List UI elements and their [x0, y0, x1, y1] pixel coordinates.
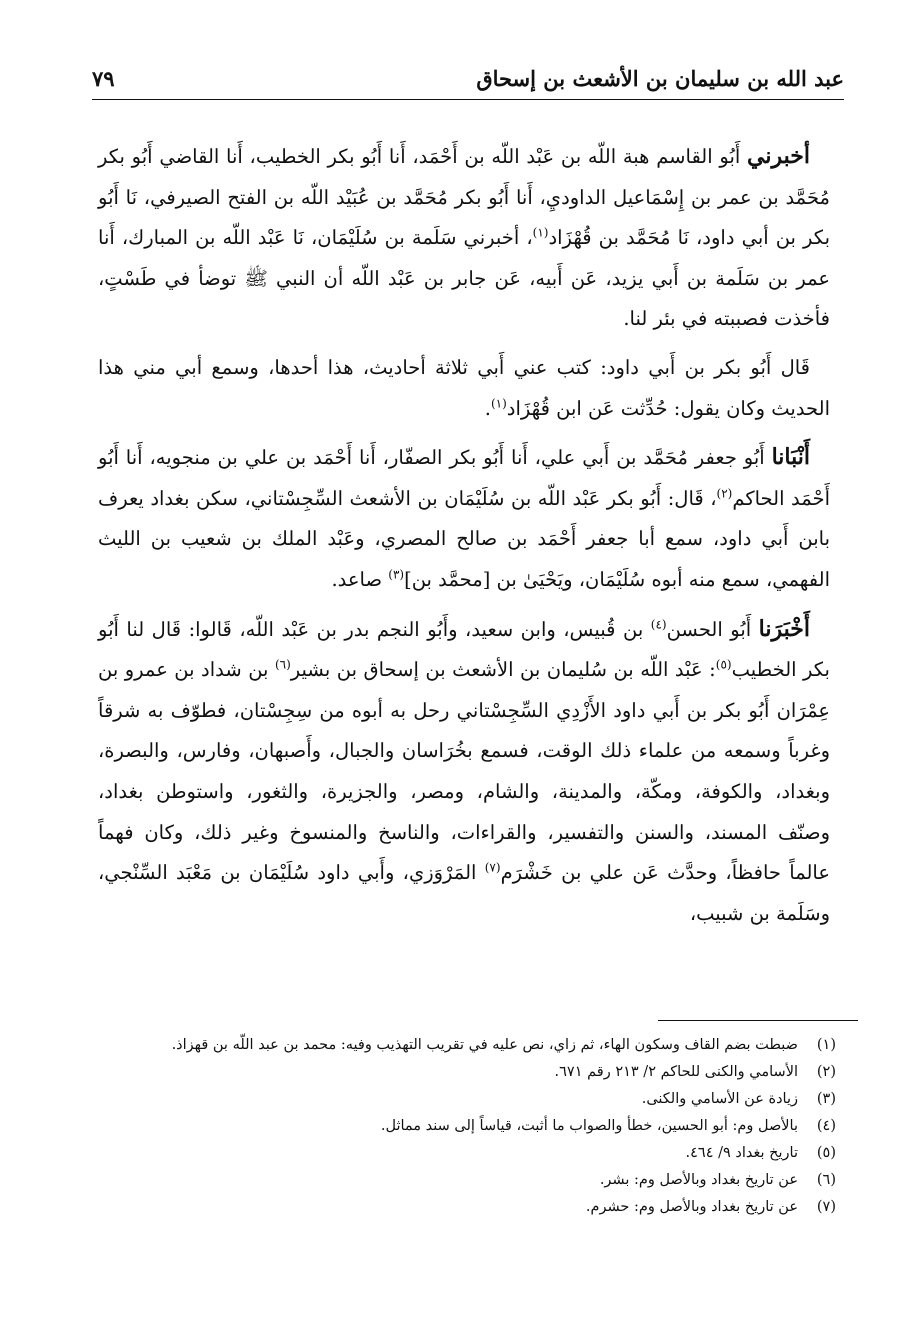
paragraph — [98, 437, 830, 600]
paragraph-text: ، أخبرني سَلَمة بن سُلَيْمَان، نَا عَبْد اللّه بن المبارك، أَنا عمر بن سَلَمة بن أَبي يزيد، عَن أَبيه، عَن جابر بن عَبْد اللّه أن النبي ﷺ توضأ في طَسْتٍ، فأخذت فصببته في بئر لنا. — [98, 226, 830, 331]
paragraph-lead-word: أخبرني — [747, 143, 810, 169]
paragraph-text: أَبُو القاسم هبة اللّه بن عَبْد اللّه بن أَحْمَد، أَنا أَبُو بكر الخطيب، أَنا القاضي أَبُو بكر مُحَمَّد بن عمر بن إِسْمَاعيل الداوديِ، أَنا أَبُو بكر مُحَمَّد بن عُبَيْد اللّه بن الفتح الصيرفي، نَا أَبُو بكر بن أبي داود، نَا مُحَمَّد بن قُهْزَاد — [98, 145, 830, 250]
footnote-number: (١) — [816, 1037, 836, 1053]
main-text — [98, 136, 830, 942]
footnote-text: الأسامي والكنى للحاكم ٢/ ٢١٣ رقم ٦٧١. — [554, 1064, 798, 1080]
footnote-text: تاريخ بغداد ٩/ ٤٦٤. — [685, 1145, 798, 1161]
footnote-text: عن تاريخ بغداد وبالأصل وم: حشرم. — [585, 1199, 798, 1215]
footnote-number: (٦) — [816, 1172, 836, 1188]
footnote — [100, 1059, 836, 1086]
footnote-marker: (٣) — [388, 567, 405, 582]
footnote-text: بالأصل وم: أبو الحسين، خطأ والصواب ما أثبت، قياساً إلى سند مماثل. — [380, 1118, 798, 1134]
footnote-number: (٣) — [816, 1091, 836, 1107]
paragraph-text: المَرْوَزي، وأَبي داود سُلَيْمَان بن مَعْبَد السِّنْجي، وسَلَمة بن شبيب، — [98, 861, 830, 925]
running-title: عبد الله بن سليمان بن الأشعث بن إسحاق — [476, 66, 844, 91]
footnote-number: (٢) — [816, 1064, 836, 1080]
footnote-marker: (٥) — [715, 657, 732, 672]
header-rule — [92, 99, 844, 100]
page-number: ٧٩ — [92, 66, 115, 91]
paragraph-text: أَبُو الحسن — [666, 617, 759, 641]
footnote — [100, 1113, 836, 1140]
footnote-text: زيادة عن الأسامي والكنى. — [641, 1091, 798, 1107]
paragraph — [98, 348, 830, 429]
footnotes — [100, 1032, 836, 1221]
footnote-marker: (٦) — [274, 657, 291, 672]
paragraph-text: ، قَال: أَبُو بكر عَبْد اللّه بن سُلَيْمَان بن الأشعث السِّجِسْتاني، سكن بغداد يعرف بابن أَبي داود، سمع أبا جعفر أَحْمَد بن صالح المصري، وعَبْد الملك بن شعيب بن الليث الفهمي، سمع منه أبوه سُلَيْمَان، ويَحْيَىٰ بن [محمَّد بن] — [98, 486, 830, 591]
paragraph-text: بن قُبيس، وابن سعيد، وأَبُو النجم بدر بن عَبْد اللّه، قَالوا: قَال لنا أَبُو بكر الخطيب — [98, 617, 830, 682]
footnote-number: (٧) — [816, 1199, 836, 1215]
footnote-marker: (٢) — [716, 486, 733, 501]
footnote — [100, 1140, 836, 1167]
paragraph — [98, 136, 830, 340]
footnote-marker: (٤) — [650, 617, 667, 632]
paragraph-text: صاعد. — [331, 567, 389, 591]
paragraph-text: بن شداد بن عمرو بن عِمْرَان أَبُو بكر بن أَبي داود الأَزْدِي السِّجِسْتاني رحل به أبوه من سِجِسْتان، فطوّف به شرقاً وغرباً وسمعه من علماء ذلك الوقت، فسمع بخُرَاسان والجبال، وأَصبهان، وفارس، والبصرة، وبغداد، والكوفة، ومكّة، والمدينة، والشام، ومصر، والجزيرة، والثغور، واستوطن بغداد، وصنّف المسند، والسنن والتفسير، والقراءات، والناسخ والمنسوخ وغير ذلك، وكان فهماً عالماً حافظاً، وحدَّث عَن علي بن خَشْرَم — [98, 658, 830, 885]
paragraph-text: . — [484, 396, 491, 420]
footnote-number: (٤) — [816, 1118, 836, 1134]
paragraph — [98, 609, 830, 935]
footnote-marker: (٧) — [484, 860, 501, 875]
footnote-marker: (١) — [532, 225, 549, 240]
footnote-marker: (١) — [490, 396, 507, 411]
page-header — [92, 62, 844, 96]
paragraph-lead-word: أَنْبَانا — [771, 444, 810, 471]
footnote — [100, 1086, 836, 1113]
footnote-separator — [658, 1020, 858, 1021]
paragraph-lead-word: أَخْبَرَنا — [758, 615, 810, 642]
footnote-text: ضبطت بضم القاف وسكون الهاء، ثم زاي، نص عليه في تقريب التهذيب وفيه: محمد بن عبد اللّه بن قهزاذ. — [171, 1037, 798, 1053]
footnote-number: (٥) — [816, 1145, 836, 1161]
footnote-text: عن تاريخ بغداد وبالأصل وم: بشر. — [599, 1172, 798, 1188]
paragraph-text: قَال أَبُو بكر بن أَبي داود: كتب عني أَبي ثلاثة أحاديث، هذا أحدها، وسمع أبي مني هذا الحديث وكان يقول: حُدِّثت عَن ابن قُهْزَاد — [98, 355, 830, 420]
paragraph-text: : عَبْد اللّه بن سُليمان بن الأشعث بن إسحاق بن بشير — [290, 658, 716, 682]
paragraph-text: أَبُو جعفر مُحَمَّد بن أَبي علي، أَنا أَبُو بكر الصفّار، أَنا أَحْمَد بن علي بن منجويه، أَنا أَبُو أَحْمَد الحاكم — [98, 446, 830, 510]
footnote — [100, 1194, 836, 1221]
footnote — [100, 1032, 836, 1059]
footnote — [100, 1167, 836, 1194]
